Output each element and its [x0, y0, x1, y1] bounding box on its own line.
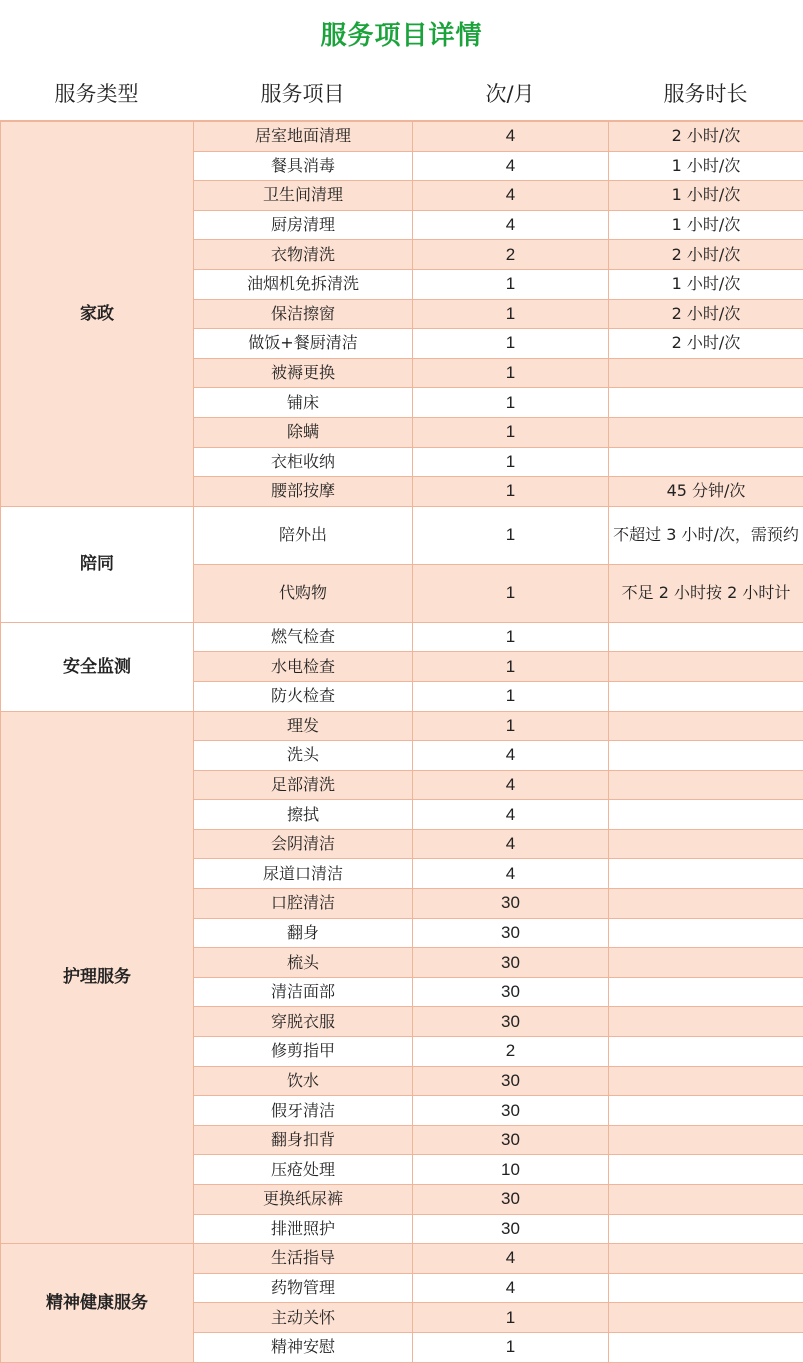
duration-cell: 不超过 3 小时/次，需预约: [609, 506, 803, 564]
frequency-cell: 30: [413, 1185, 609, 1215]
frequency-cell: 30: [413, 977, 609, 1007]
service-item-cell: 厨房清理: [194, 210, 413, 240]
service-item-cell: 清洁面部: [194, 977, 413, 1007]
duration-cell: [609, 358, 803, 388]
service-item-cell: 水电检查: [194, 652, 413, 682]
service-item-cell: 代购物: [194, 564, 413, 622]
frequency-cell: 1: [413, 1303, 609, 1333]
service-item-cell: 修剪指甲: [194, 1037, 413, 1067]
service-item-cell: 翻身扣背: [194, 1125, 413, 1155]
service-item-cell: 更换纸尿裤: [194, 1185, 413, 1215]
duration-cell: [609, 1332, 803, 1362]
duration-cell: [609, 711, 803, 741]
category-cell: 陪同: [1, 506, 194, 622]
frequency-cell: 4: [413, 829, 609, 859]
service-item-cell: 燃气检查: [194, 622, 413, 652]
duration-cell: [609, 652, 803, 682]
frequency-cell: 1: [413, 299, 609, 329]
service-item-cell: 翻身: [194, 918, 413, 948]
service-item-cell: 药物管理: [194, 1273, 413, 1303]
duration-cell: [609, 741, 803, 771]
service-item-cell: 尿道口清洁: [194, 859, 413, 889]
service-item-cell: 主动关怀: [194, 1303, 413, 1333]
duration-cell: 2 小时/次: [609, 299, 803, 329]
frequency-cell: 1: [413, 358, 609, 388]
service-item-cell: 腰部按摩: [194, 477, 413, 507]
duration-cell: [609, 1244, 803, 1274]
header-service-type: 服务类型: [54, 82, 139, 106]
duration-cell: [609, 859, 803, 889]
duration-cell: [609, 829, 803, 859]
frequency-cell: 2: [413, 240, 609, 270]
service-item-cell: 保洁擦窗: [194, 299, 413, 329]
frequency-cell: 30: [413, 1007, 609, 1037]
category-cell: 安全监测: [1, 622, 194, 711]
duration-cell: 1 小时/次: [609, 269, 803, 299]
frequency-cell: 1: [413, 269, 609, 299]
duration-cell: [609, 388, 803, 418]
category-cell: 护理服务: [1, 711, 194, 1244]
frequency-cell: 30: [413, 1066, 609, 1096]
table-row: [1, 711, 803, 741]
frequency-cell: 4: [413, 1273, 609, 1303]
duration-cell: 不足 2 小时按 2 小时计: [609, 564, 803, 622]
duration-cell: [609, 1125, 803, 1155]
duration-cell: [609, 889, 803, 919]
frequency-cell: 1: [413, 417, 609, 447]
service-item-cell: 洗头: [194, 741, 413, 771]
duration-cell: 2 小时/次: [609, 240, 803, 270]
duration-cell: [609, 918, 803, 948]
duration-cell: [609, 948, 803, 978]
duration-cell: [609, 447, 803, 477]
frequency-cell: 10: [413, 1155, 609, 1185]
service-item-cell: 生活指导: [194, 1244, 413, 1274]
service-item-cell: 铺床: [194, 388, 413, 418]
frequency-cell: 1: [413, 388, 609, 418]
category-cell: 家政: [1, 122, 194, 507]
duration-cell: [609, 1066, 803, 1096]
duration-cell: [609, 1155, 803, 1185]
table-row: [1, 622, 803, 652]
service-item-cell: 餐具消毒: [194, 151, 413, 181]
service-item-cell: 擦拭: [194, 800, 413, 830]
frequency-cell: 4: [413, 770, 609, 800]
frequency-cell: 1: [413, 1332, 609, 1362]
duration-cell: [609, 1007, 803, 1037]
frequency-cell: 30: [413, 1214, 609, 1244]
service-item-cell: 衣柜收纳: [194, 447, 413, 477]
service-item-cell: 理发: [194, 711, 413, 741]
frequency-cell: 4: [413, 151, 609, 181]
duration-cell: [609, 770, 803, 800]
frequency-cell: 1: [413, 622, 609, 652]
category-cell: 精神健康服务: [1, 1244, 194, 1362]
service-item-cell: 排泄照护: [194, 1214, 413, 1244]
frequency-cell: 30: [413, 889, 609, 919]
duration-cell: [609, 1185, 803, 1215]
duration-cell: [609, 681, 803, 711]
service-item-cell: 会阴清洁: [194, 829, 413, 859]
service-item-cell: 陪外出: [194, 506, 413, 564]
service-item-cell: 梳头: [194, 948, 413, 978]
duration-cell: 2 小时/次: [609, 329, 803, 359]
frequency-cell: 4: [413, 181, 609, 211]
frequency-cell: 4: [413, 210, 609, 240]
table-row: [1, 1244, 803, 1274]
frequency-cell: 1: [413, 506, 609, 564]
service-item-cell: 饮水: [194, 1066, 413, 1096]
service-table: [0, 121, 803, 1363]
header-service-item: 服务项目: [260, 82, 345, 106]
frequency-cell: 4: [413, 741, 609, 771]
frequency-cell: 4: [413, 800, 609, 830]
service-item-cell: 居室地面清理: [194, 122, 413, 152]
frequency-cell: 1: [413, 711, 609, 741]
frequency-cell: 4: [413, 859, 609, 889]
frequency-cell: 4: [413, 1244, 609, 1274]
frequency-cell: 30: [413, 948, 609, 978]
duration-cell: [609, 1273, 803, 1303]
duration-cell: [609, 1214, 803, 1244]
table-header: [0, 66, 803, 121]
frequency-cell: 1: [413, 652, 609, 682]
header-duration: 服务时长: [663, 82, 748, 106]
service-item-cell: 油烟机免拆清洗: [194, 269, 413, 299]
frequency-cell: 30: [413, 1096, 609, 1126]
page-title: 服务项目详情: [320, 20, 483, 51]
service-item-cell: 被褥更换: [194, 358, 413, 388]
service-item-cell: 除螨: [194, 417, 413, 447]
service-item-cell: 卫生间清理: [194, 181, 413, 211]
duration-cell: [609, 622, 803, 652]
duration-cell: 2 小时/次: [609, 122, 803, 152]
frequency-cell: 1: [413, 564, 609, 622]
duration-cell: 1 小时/次: [609, 210, 803, 240]
table-row: [1, 506, 803, 564]
frequency-cell: 1: [413, 447, 609, 477]
frequency-cell: 1: [413, 681, 609, 711]
service-item-cell: 防火检查: [194, 681, 413, 711]
frequency-cell: 30: [413, 1125, 609, 1155]
frequency-cell: 30: [413, 918, 609, 948]
duration-cell: [609, 1303, 803, 1333]
service-item-cell: 做饭+餐厨清洁: [194, 329, 413, 359]
duration-cell: [609, 1096, 803, 1126]
frequency-cell: 2: [413, 1037, 609, 1067]
service-item-cell: 假牙清洁: [194, 1096, 413, 1126]
header-frequency: 次/月: [485, 82, 535, 106]
service-item-cell: 压疮处理: [194, 1155, 413, 1185]
duration-cell: [609, 1037, 803, 1067]
frequency-cell: 4: [413, 122, 609, 152]
duration-cell: 1 小时/次: [609, 181, 803, 211]
table-row: [1, 122, 803, 152]
duration-cell: [609, 977, 803, 1007]
duration-cell: 1 小时/次: [609, 151, 803, 181]
duration-cell: [609, 800, 803, 830]
service-item-cell: 精神安慰: [194, 1332, 413, 1362]
frequency-cell: 1: [413, 329, 609, 359]
service-item-cell: 口腔清洁: [194, 889, 413, 919]
frequency-cell: 1: [413, 477, 609, 507]
service-item-cell: 穿脱衣服: [194, 1007, 413, 1037]
duration-cell: 45 分钟/次: [609, 477, 803, 507]
service-item-cell: 衣物清洗: [194, 240, 413, 270]
service-item-cell: 足部清洗: [194, 770, 413, 800]
duration-cell: [609, 417, 803, 447]
